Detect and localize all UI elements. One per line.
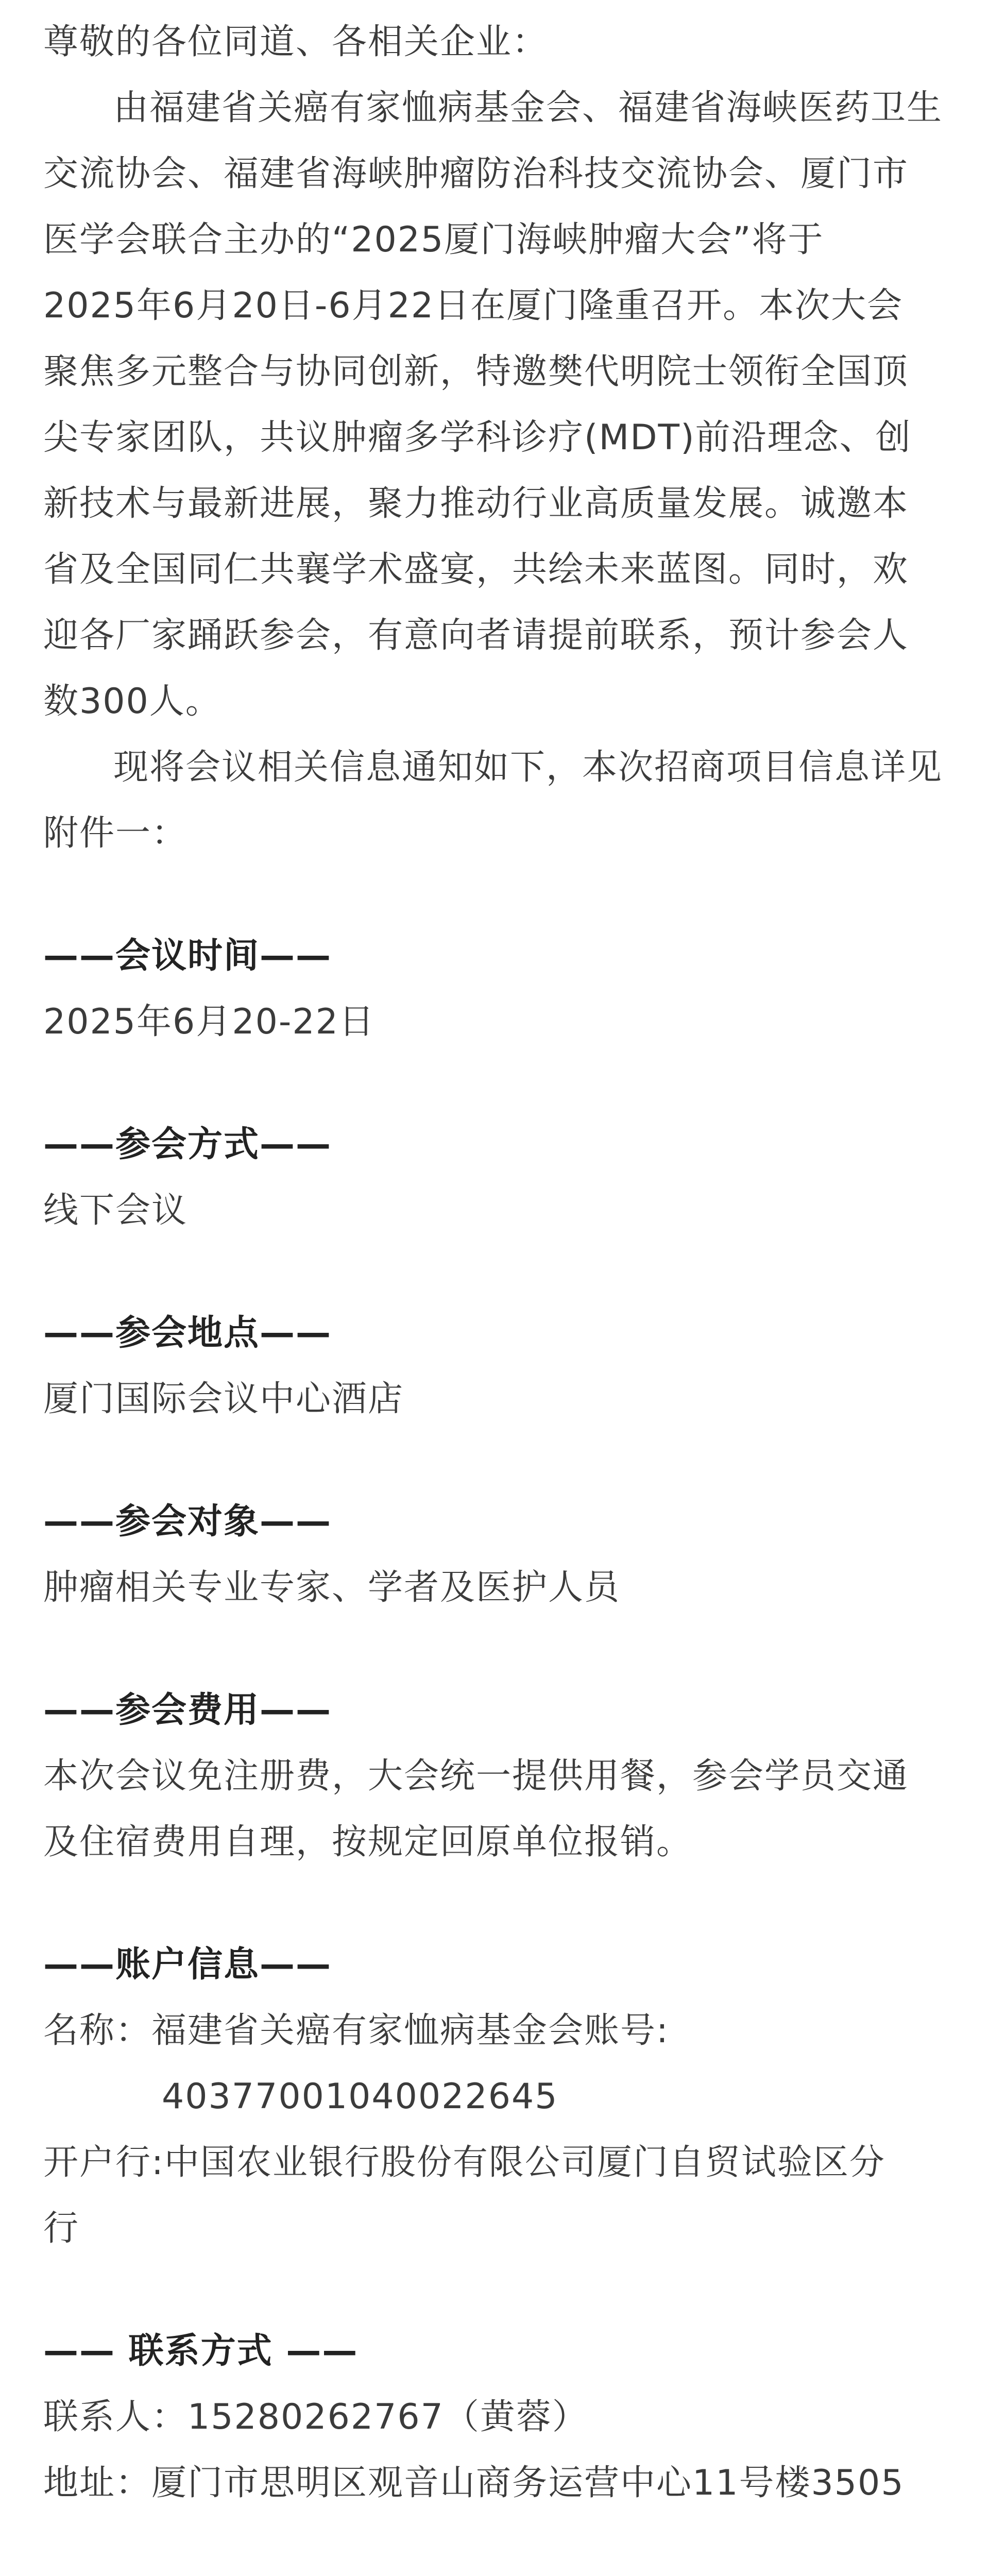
section-heading: ——参会地点—— <box>43 1313 332 1353</box>
intro-line: 交流协会、福建省海峡肿瘤防治科技交流协会、厦门市 <box>43 154 909 194</box>
section-venue <box>43 1300 946 1432</box>
intro-line: 由福建省关癌有家恤病基金会、福建省海峡医药卫生 <box>113 88 943 128</box>
intro-line: 省及全国同仁共襄学术盛宴，共绘未来蓝图。同时，欢 <box>43 549 909 590</box>
section-mode <box>43 1112 946 1244</box>
section-heading: ——账户信息—— <box>43 1944 332 1985</box>
section-fee <box>43 1677 946 1875</box>
section-heading: ——参会方式—— <box>43 1124 332 1165</box>
account-number: 40377001040022645 <box>162 2076 558 2117</box>
account-name: 名称：福建省关癌有家恤病基金会账号: <box>43 2010 669 2051</box>
section-text: 线下会议 <box>43 1190 188 1231</box>
section-heading: ——会议时间—— <box>43 936 332 976</box>
section-text: 2025年6月20-22日 <box>43 1002 375 1042</box>
section-heading: ——参会对象—— <box>43 1501 332 1542</box>
intro-paragraph <box>43 75 946 735</box>
bank-name: 开户行:中国农业银行股份有限公司厦门自贸试验区分 <box>43 2142 885 2183</box>
greeting: 尊敬的各位同道、各相关企业： <box>43 22 549 62</box>
notice-line: 附件一： <box>43 813 188 854</box>
attachment-title <box>43 2573 946 2576</box>
section-text: 肿瘤相关专业专家、学者及医护人员 <box>43 1567 621 1608</box>
section-audience <box>43 1489 946 1621</box>
section-text: 及住宿费用自理，按规定回原单位报销。 <box>43 1822 693 1862</box>
notice-paragraph <box>43 735 946 867</box>
intro-line: 数300人。 <box>43 681 221 722</box>
intro-line: 尖专家团队，共议肿瘤多学科诊疗(MDT)前沿理念、创 <box>43 417 912 458</box>
section-text: 厦门国际会议中心酒店 <box>43 1379 404 1419</box>
section-account <box>43 1932 946 2262</box>
intro-line: 医学会联合主办的“2025厦门海峡肿瘤大会”将于 <box>43 219 824 260</box>
intro-line: 迎各厂家踊跃参会，有意向者请提前联系，预计参会人 <box>43 615 909 656</box>
section-text: 本次会议免注册费，大会统一提供用餐，参会学员交通 <box>43 1756 909 1797</box>
intro-line: 新技术与最新进展，聚力推动行业高质量发展。诚邀本 <box>43 483 909 524</box>
section-contact <box>43 2318 946 2516</box>
contact-person: 联系人：15280262767（黄蓉） <box>43 2397 588 2437</box>
contact-address: 地址：厦门市思明区观音山商务运营中心11号楼3505 <box>43 2463 905 2503</box>
attachment <box>43 2573 946 2576</box>
section-time <box>43 923 946 1055</box>
bank-name: 行 <box>43 2208 80 2249</box>
intro-line: 聚焦多元整合与协同创新，特邀樊代明院士领衔全国顶 <box>43 351 909 392</box>
section-heading: ——参会费用—— <box>43 1690 332 1731</box>
section-heading: —— 联系方式 —— <box>43 2331 359 2371</box>
intro-line: 2025年6月20日-6月22日在厦门隆重召开。本次大会 <box>43 285 903 326</box>
notice-line: 现将会议相关信息通知如下，本次招商项目信息详见 <box>113 747 943 788</box>
